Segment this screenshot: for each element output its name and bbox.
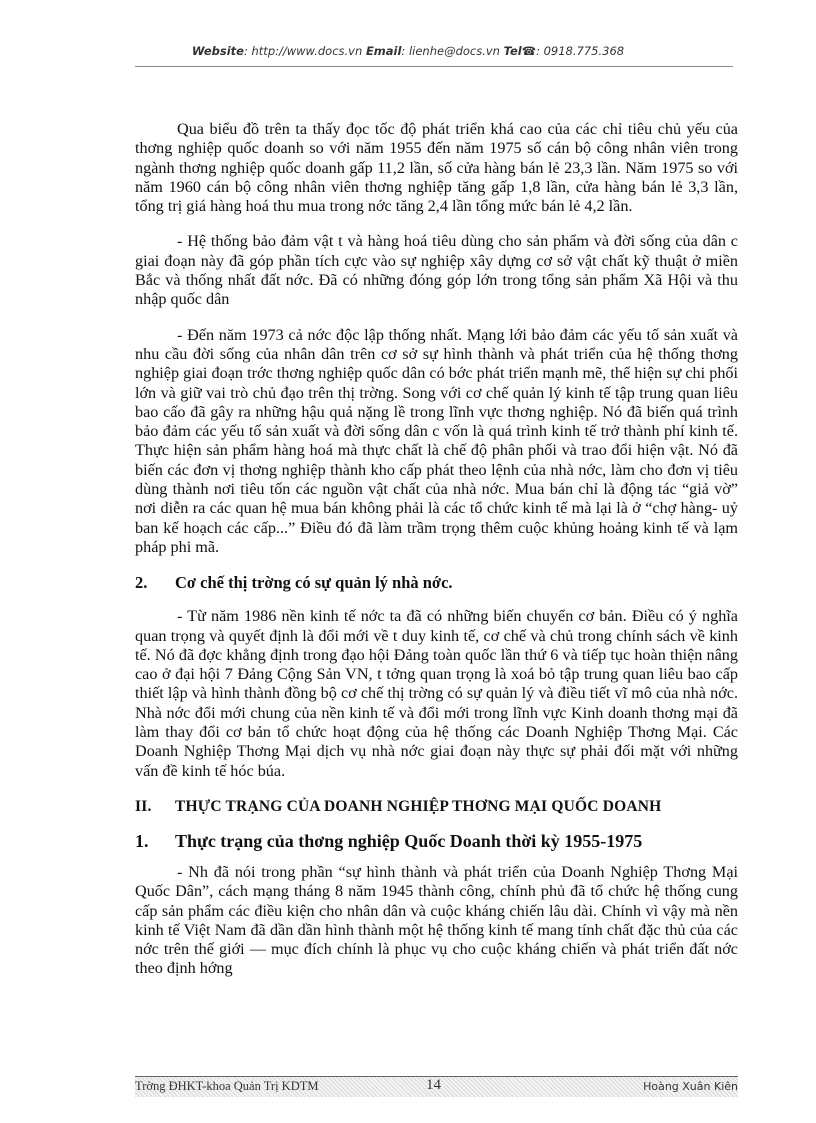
- email-value[interactable]: : lienhe@docs.vn: [401, 44, 500, 58]
- section-title: Thực trạng của thơng nghiệp Quốc Doanh thời kỳ 1955-1975: [175, 830, 643, 851]
- paragraph-supply-system: - Hệ thống bảo đảm vật t và hàng hoá tiêu dùng cho sản phẩm và đời sống của dân c giai đoạn này đã góp phần tích cực vào sự nghiệp xây dựng cơ sở vật chất kỹ thuật ở miền Bắc và thống nhất đất nớc. Đã có những đóng góp lớn trong tổng sản phẩm Xã Hội và thu nhập quốc dân: [135, 232, 738, 309]
- section-heading-1: [135, 831, 738, 851]
- footer-school: Trờng ĐHKT-khoa Quản Trị KDTM: [135, 1079, 319, 1093]
- phone-icon: ☎: [521, 44, 537, 58]
- footer-author: Hoàng Xuân Kiên: [643, 1080, 738, 1093]
- section-heading-II: [135, 797, 738, 817]
- tel-value: : 0918.775.368: [536, 44, 625, 58]
- paragraph-growth-summary: Qua biểu đồ trên ta thấy đọc tốc độ phát triển khá cao của các chỉ tiêu chủ yếu của thơng nghiệp quốc doanh so với năm 1955 đến năm 1975 số cán bộ công nhân viên trong ngành thơng nghiệp quốc doanh gấp 11,2 lần, số cửa hàng bán lẻ 23,3 lần. Năm 1975 so với năm 1960 cán bộ công nhân viên thơng nghiệp tăng gấp 1,8 lần, cửa hàng bán lẻ 3,3 lần, tổng trị giá hàng hoá thu mua trong nớc tăng 2,4 lần tổng mức bán lẻ 4,2 lần.: [135, 120, 738, 216]
- tel-label: Tel: [503, 44, 522, 58]
- website-label: Website: [191, 44, 244, 58]
- section-number: 1.: [135, 830, 149, 851]
- section-title: Cơ chế thị trờng có sự quản lý nhà nớc.: [175, 573, 453, 593]
- website-value[interactable]: : http://www.docs.vn: [243, 44, 363, 58]
- paragraph-1945: - Nh đã nói trong phần “sự hình thành và phát triển của Doanh Nghiệp Thơng Mại Quốc Dân”, cách mạng tháng 8 năm 1945 thành công, chính phủ đã tổ chức hệ thống cung cấp sản phẩm các điều kiện cho nhân dân và cuộc kháng chiến lâu dài. Chính vì vậy mà nền kinh tế Việt Nam đã dần dần hình thành một hệ thống kinh tế mang tính chất đặc thủ của các nớc trên thế giới — mục đích chính là phục vụ cho cuộc kháng chiến và phát triển đất nớc theo định hớng: [135, 862, 738, 978]
- page-footer: [135, 1076, 738, 1097]
- email-label: Email: [365, 44, 402, 58]
- page-header: [0, 44, 816, 58]
- page-number: 14: [426, 1077, 441, 1093]
- section-number: II.: [135, 797, 152, 815]
- section-title: THỰC TRẠNG CỦA DOANH NGHIỆP THƠNG MẠI QUỐC DOANH: [175, 797, 662, 815]
- paragraph-1973: - Đến năm 1973 cả nớc độc lập thống nhất. Mạng lới bảo đảm các yếu tố sản xuất và nhu cầu đời sống của nhân dân trên cơ sở sự hình thành và phát triển của hệ thống thơng nghiệp giai đoạn trớc thơng nghiệp quốc dân có bớc phát triển mạnh mẽ, thể hiện sự chi phối lớn và giữ vai trò chủ đạo trên thị trờng. Song với cơ chế quản lý kinh tế tập trung quan liêu bao cấo đã gây ra những hậu quả nặng lề trong lĩnh vực thơng nghiệp. Nó đã biến quá trình bảo đảm các yếu tố sản xuất và đời sống dân c vốn là quá trình kinh tế trở thành phí kinh tế. Thực hiện sản phẩm hàng hoá mà thực chất là chế độ phân phối và trao đổi hiện vật. Nó đã biến các đơn vị thơng nghiệp thành kho cấp phát theo lệnh của nhà nớc, làm cho đơn vị tiêu dùng thành nơi tiêu tốn các nguồn vật chất của nhà nớc. Mua bán chỉ là động tác “giả vờ” nơi diễn ra các quan hệ mua bán không phải là các tổ chức kinh tế mà lại là ở “chợ hàng- uỷ ban kế hoạch các cấp...” Điều đó đã làm trầm trọng thêm cuộc khủng hoảng kinh tế và lạm pháp phi mã.: [135, 325, 738, 556]
- section-number: 2.: [135, 573, 148, 593]
- header-divider: [135, 66, 733, 67]
- paragraph-1986: - Từ năm 1986 nền kinh tế nớc ta đã có những biến chuyển cơ bản. Điều có ý nghĩa quan trọng và quyết định là đổi mới về t duy kinh tế, cơ chế và chủ trong chính sách về kinh tế. Nó đã đợc khẳng định trong đạo hội Đảng toàn quốc lần thứ 6 và tiếp tục hoàn thiện nâng cao ở đại hội 7 Đảng Cộng Sản VN, t tởng quan trọng là xoá bỏ tập trung quan liêu bao cấp thiết lập và hình thành đồng bộ cơ chế thị trờng có sự quản lý và điều tiết vĩ mô của nhà nớc. Nhà nớc đổi mới chung của nền kinh tế và đổi mới trong lĩnh vực Kinh doanh thơng mại đã làm thay đổi cơ bản tổ chức hoạt động của hệ thống các Doanh Nghiệp Thơng Mại. Các Doanh Nghiệp Thơng Mại dịch vụ nhà nớc giai đoạn này thực sự phải đối mặt với những vấn đề kinh tế hóc búa.: [135, 607, 738, 780]
- document-body: [135, 120, 738, 995]
- section-heading-2: [135, 573, 738, 593]
